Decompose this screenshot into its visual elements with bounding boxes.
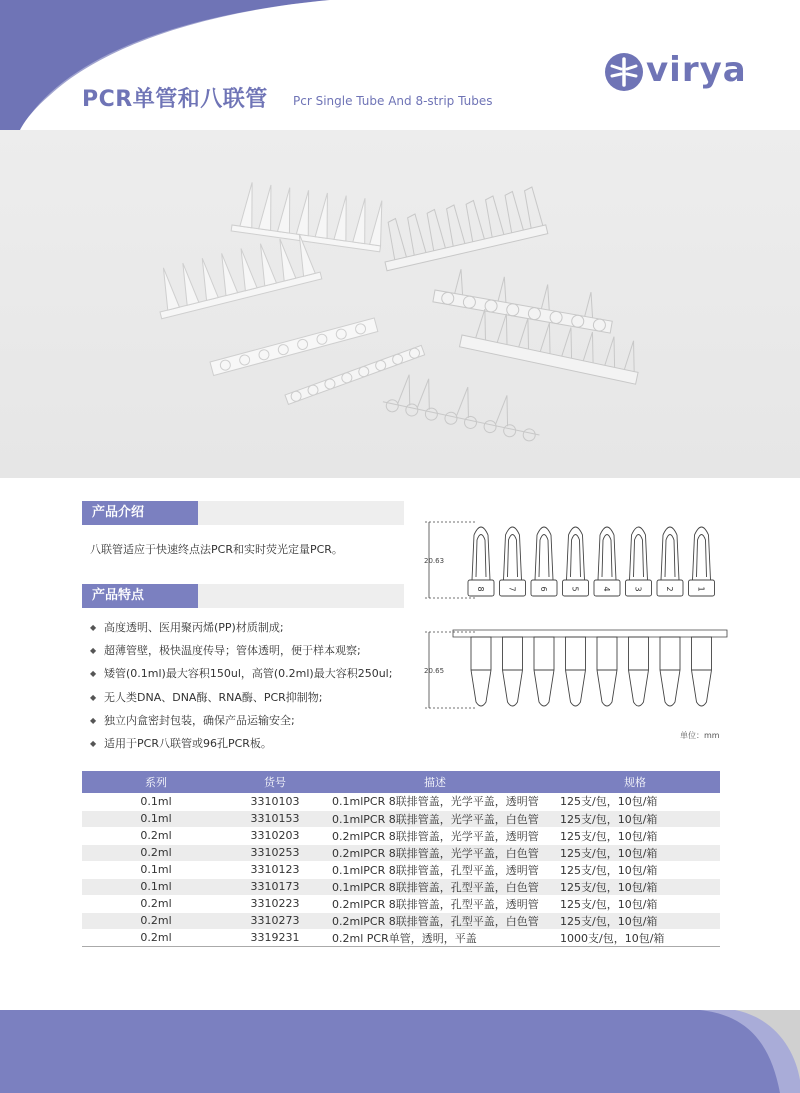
tube-side-outline — [566, 637, 586, 706]
page-title: PCR单管和八联管 — [82, 87, 268, 112]
list-item: ◆ 高度透明、医用聚丙烯(PP)材质制成; — [90, 621, 284, 634]
table-row: 0.2ml 3310273 0.2mlPCR 8联排管盖，孔型平盖，白色管 125支/包，10包/箱 — [82, 912, 720, 929]
diamond-bullet-icon: ◆ — [90, 623, 97, 632]
header-series: 系列 — [82, 771, 230, 793]
footer-band — [0, 1010, 800, 1093]
list-item: ◆ 矮管(0.1ml)最大容积150ul，高管(0.2ml)最大容积250ul; — [90, 667, 393, 681]
diamond-bullet-icon: ◆ — [90, 715, 97, 725]
tube-number: 4 — [602, 586, 611, 592]
tube-number: 1 — [696, 586, 706, 592]
tube-number: 2 — [665, 586, 674, 592]
intro-heading: 产品介绍 — [82, 501, 198, 525]
list-item: ◆ 独立内盒密封包装，确保产品运输安全; — [90, 713, 295, 727]
tube-outline — [535, 527, 553, 580]
virya-logo-mark — [604, 52, 644, 92]
feature-list — [90, 621, 392, 760]
header-item-number: 货号 — [230, 771, 320, 793]
tube-outline — [693, 527, 711, 580]
table-row: 0.1ml 3310173 0.1mlPCR 8联排管盖，孔型平盖，白色管 125支/包，10包/箱 — [82, 878, 720, 895]
features-section-bar — [82, 584, 404, 608]
tube-drawing — [415, 505, 745, 745]
top-dimension-label: 20.63 — [424, 557, 445, 565]
tube-side-outline — [629, 637, 649, 706]
list-item: ◆ 无人类DNA、DNA酶、RNA酶、PCR抑制物; — [90, 690, 323, 704]
diamond-bullet-icon: ◆ — [90, 738, 97, 748]
tube-number: 8 — [476, 586, 485, 592]
table-row: 0.2ml 3310253 0.2mlPCR 8联排管盖，光学平盖，白色管 125支/包，10包/箱 — [82, 844, 720, 861]
header-specification: 规格 — [550, 771, 720, 793]
tube-number: 3 — [633, 586, 643, 592]
intro-text: 八联管适应于快速终点法PCR和实时荧光定量PCR。 — [90, 543, 343, 556]
page-subtitle: Pcr Single Tube And 8-strip Tubes — [293, 94, 493, 108]
tube-side-outline — [534, 637, 554, 706]
product-photo — [0, 130, 800, 478]
table-row: 0.2ml 3310203 0.2mlPCR 8联排管盖，光学平盖，透明管 125支/包，10包/箱 — [82, 827, 720, 844]
tube-side-outline — [597, 637, 617, 706]
tube-outline — [472, 527, 490, 580]
spec-table — [82, 771, 720, 947]
tube-side-outline — [503, 637, 523, 706]
tube-side-outline — [692, 637, 712, 706]
tube-side-outline — [660, 637, 680, 706]
unit-label: 单位：mm — [680, 731, 720, 740]
tube-outline — [598, 527, 616, 580]
logo-wordmark: virya — [646, 50, 747, 90]
table-row: 0.2ml 3310223 0.2mlPCR 8联排管盖，孔型平盖，透明管 125支/包，10包/箱 — [82, 895, 720, 912]
tube-number: 7 — [507, 586, 517, 592]
tube-outline — [567, 527, 585, 580]
tube-number: 5 — [570, 586, 580, 592]
bottom-dimension-label: 20.65 — [424, 667, 445, 675]
diamond-bullet-icon: ◆ — [90, 646, 97, 656]
intro-section-bar — [82, 501, 404, 525]
table-header-row — [82, 771, 720, 793]
list-item: ◆ 适用于PCR八联管或96孔PCR板。 — [90, 736, 272, 750]
table-row: 0.1ml 3310123 0.1mlPCR 8联排管盖，孔型平盖，透明管 125支/包，10包/箱 — [82, 861, 720, 878]
table-row: 0.1ml 3310103 0.1mlPCR 8联排管盖，光学平盖，透明管 125支/包，10包/箱 — [82, 793, 720, 810]
tube-number: 6 — [539, 586, 548, 592]
list-item: ◆ 超薄管壁，极快温度传导；管体透明，便于样本观察; — [90, 644, 361, 658]
tube-outline — [504, 527, 522, 580]
tube-outline — [661, 527, 679, 580]
tube-outline — [630, 527, 648, 580]
header-description: 描述 — [320, 771, 550, 793]
table-row: 0.2ml 3319231 0.2ml PCR单管，透明，平盖 1000支/包，10包/箱 — [82, 929, 720, 946]
table-row: 0.1ml 3310153 0.1mlPCR 8联排管盖，光学平盖，白色管 125支/包，10包/箱 — [82, 810, 720, 827]
diamond-bullet-icon: ◆ — [90, 692, 97, 702]
diamond-bullet-icon: ◆ — [90, 669, 97, 679]
features-heading: 产品特点 — [82, 584, 198, 608]
tube-side-outline — [471, 637, 491, 706]
